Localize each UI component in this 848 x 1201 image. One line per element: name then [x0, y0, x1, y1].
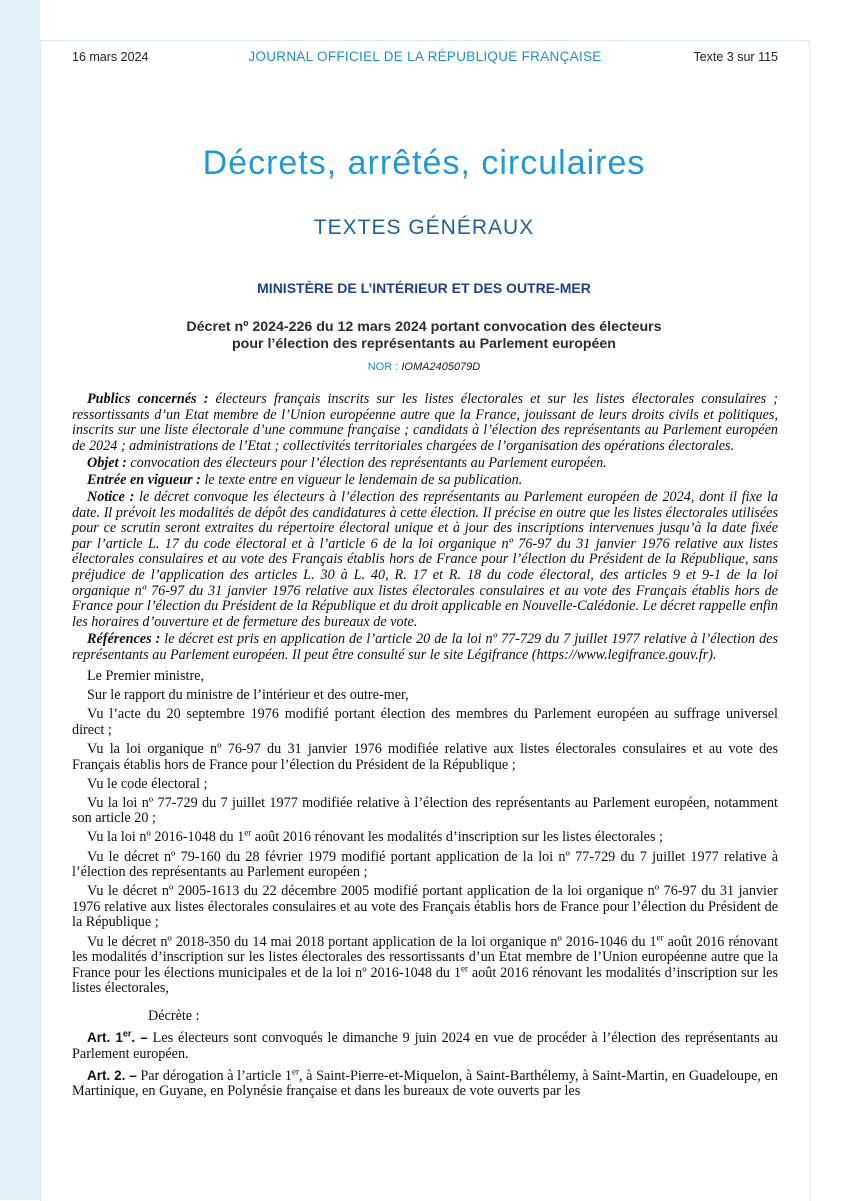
visa-line: Vu le code électoral ;	[87, 775, 208, 792]
nor-label: NOR :	[367, 361, 399, 373]
references-label: Références :	[87, 630, 161, 647]
visa-line: Vu l’acte du 20 septembre 1976 modifié portant élection des membres du Parlement européen au suffrage universel direct ;	[72, 706, 778, 738]
visa-text: Vu la loi nº 2016-1048 du 1	[87, 829, 245, 846]
notice-text: le décret convoque les électeurs à l’élection des représentants au Parlement européen de 2024, dont il fixe la date. Il prévoit les modalités de dépôt des candidatures à cette élection. Il précise en outre que les listes électorales utilisées pour ce scrutin seront extraites du répertoire électoral unique et à jour des inscriptions intervenues jusqu’à la date fixée par l’article L. 17 du code électoral et à l’article 6 de la loi organique nº 76-97 du 31 janvier 1976 relative aux listes électorales consulaires et au vote des Français établis hors de France pour l’élection du Président de la République, sans préjudice de l’application des articles L. 30 à L. 40, R. 17 et R. 18 du code électoral, des articles 9 et 9-1 de la loi organique nº 76-97 du 31 janvier 1976 relative aux listes électorales consulaires et au vote des Français établis hors de France pour l’élection du Président de la République et du droit applicable en Nouvelle-Calédonie. Le décret rappelle enfin les horaires d’ouverture et de fermeture des bureaux de vote.	[72, 489, 778, 630]
visa-text: août 2016 rénovant les modalités d’inscription sur les listes électorales des ressortissants d’un Etat membre de l’Union européenne autre que la France pour les élections municipales et de la loi nº 2016-1048 du 1	[72, 933, 779, 981]
premier-ministre: Le Premier ministre,	[87, 668, 205, 685]
article-1	[72, 1030, 778, 1062]
objet-text: convocation des électeurs pour l’élection des représentants au Parlement européen.	[130, 454, 607, 471]
article-2-label: Art. 2. –	[87, 1067, 137, 1083]
notice-paragraph	[72, 490, 778, 630]
references-text: le décret est pris en application de l’article 20 de la loi nº 77-729 du 7 juillet 1977 relative à l’élection des représentants au Parlement européen. Il peut être consulté sur le site Légifrance (https://www.legifrance.gouv.fr).	[72, 630, 778, 663]
decree-body	[72, 392, 778, 1105]
objet-paragraph	[72, 456, 778, 472]
decree-title-line1: Décret nº 2024-226 du 12 mars 2024 portant convocation des électeurs	[186, 319, 662, 335]
article-1-label	[87, 1030, 148, 1045]
superscript: er	[656, 931, 664, 942]
text-number: Texte 3 sur 115	[693, 50, 778, 64]
section-title: TEXTES GÉNÉRAUX	[313, 216, 535, 239]
superscript: er	[461, 962, 468, 973]
nor-value: IOMA2405079D	[401, 361, 481, 373]
visa-line: Vu la loi organique nº 76-97 du 31 janvier 1976 modifiée relative aux listes électorales consulaires et au vote des Français établis hors de France pour l’élection du Président de la République ;	[72, 740, 778, 773]
ministry-title: MINISTÈRE DE L’INTÉRIEUR ET DES OUTRE-MER	[257, 280, 591, 296]
page-header	[72, 50, 778, 68]
article-label-text: Art. 1	[87, 1030, 123, 1046]
decree-title	[100, 319, 748, 353]
rapport-line: Sur le rapport du ministre de l’intérieur et des outre-mer,	[87, 687, 409, 704]
publication-date: 16 mars 2024	[72, 50, 149, 64]
decree-title-line2: pour l’élection des représentants au Parlement européen	[232, 336, 616, 352]
journal-title: JOURNAL OFFICIEL DE LA RÉPUBLIQUE FRANÇAISE	[248, 49, 602, 64]
visa-line	[72, 931, 779, 997]
decrete-line: Décrète :	[148, 1007, 200, 1024]
superscript: er	[244, 827, 252, 838]
visa-line: Vu la loi nº 77-729 du 7 juillet 1977 modifiée relative à l’élection des représentants au Parlement européen, notamment son article 20 ;	[72, 794, 778, 827]
article-2	[72, 1065, 778, 1100]
superscript: er	[291, 1065, 299, 1076]
superscript: er	[122, 1028, 132, 1039]
notice-label: Notice :	[87, 489, 135, 506]
visa-text: août 2016 rénovant les modalités d’inscription sur les listes électorales ;	[251, 829, 663, 846]
entree-label: Entrée en vigueur :	[87, 471, 201, 488]
entree-text: le texte entre en vigueur le lendemain de sa publication.	[204, 471, 523, 488]
publics-text: électeurs français inscrits sur les listes électorales et sur les listes électorales consulaires ; ressortissants d’un Etat membre de l’Union européenne autre que la France, jouissant de leurs droits civils et politiques, inscrits sur une liste électorale d’une commune française ; candidats à l’élection des représentants au Parlement européen de 2024 ; administrations de l’Etat ; collectivités territoriales chargées de l’organisation des opérations électorales.	[72, 391, 778, 454]
rubrique-title: Décrets, arrêtés, circulaires	[202, 144, 646, 182]
publics-label: Publics concernés :	[87, 391, 209, 407]
objet-label: Objet :	[87, 454, 127, 471]
nor-reference	[0, 361, 848, 373]
publics-paragraph	[72, 392, 778, 454]
article-1-text: Les électeurs sont convoqués le dimanche 9 juin 2024 en vue de procéder à l’élection des représentants au Parlement européen.	[72, 1030, 779, 1063]
visa-text: août 2016 rénovant les modalités d’inscription sur les listes électorales,	[72, 964, 778, 997]
visa-line	[72, 827, 778, 846]
article-2-text: , à Saint-Pierre-et-Miquelon, à Saint-Barthélemy, à Saint-Martin, en Guadeloupe, en Martinique, en Guyane, en Polynésie française et dans les bureaux de vote ouverts par les	[72, 1067, 778, 1100]
visa-line: Vu le décret nº 79-160 du 28 février 1979 modifié portant application de la loi nº 77-729 du 7 juillet 1977 relative à l’élection des représentants au Parlement européen ;	[72, 848, 778, 881]
visa-text: Vu le décret nº 2018-350 du 14 mai 2018 portant application de la loi organique nº 2016-1046 du 1	[87, 933, 657, 950]
entree-paragraph	[72, 473, 778, 489]
references-paragraph	[72, 632, 778, 663]
article-label-text: . –	[131, 1030, 148, 1046]
visa-line: Vu le décret nº 2005-1613 du 22 décembre 2005 modifié portant application de la loi organique nº 76-97 du 31 janvier 1976 relative aux listes électorales consulaires et au vote des Français établis hors de France pour l’élection du Président de la République ;	[72, 883, 778, 931]
article-2-text: Par dérogation à l’article 1	[136, 1067, 292, 1084]
